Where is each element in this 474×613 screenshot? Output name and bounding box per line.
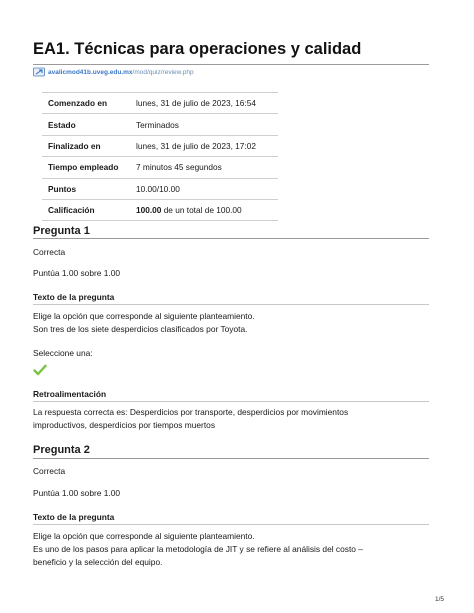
table-row (42, 114, 278, 135)
question-2-status: Correcta (33, 466, 66, 476)
summary-label: Tiempo empleado (42, 157, 130, 178)
page-title: EA1. Técnicas para operaciones y calidad (33, 40, 362, 58)
url-domain[interactable]: avalicmod41b.uveg.edu.mx (48, 68, 133, 76)
summary-label: Estado (42, 114, 130, 135)
question-2-score: Puntúa 1.00 sobre 1.00 (33, 488, 121, 498)
question-1-select-label: Seleccione una: (33, 348, 93, 358)
section-divider (33, 401, 429, 402)
feedback-1-label: Retroalimentación (33, 389, 107, 399)
summary-value: Terminados (130, 114, 278, 135)
table-row (42, 157, 278, 178)
checkmark-icon (33, 364, 47, 376)
question-2-text-line1: Elige la opción que corresponde al siguiente planteamiento. (33, 531, 255, 541)
grade-total: de un total de 100.00 (161, 205, 242, 216)
title-divider (33, 64, 429, 65)
page-number: 1/5 (434, 596, 444, 603)
table-row (42, 135, 278, 156)
section-divider (33, 524, 429, 525)
question-1-heading: Pregunta 1 (33, 225, 90, 237)
table-row (42, 199, 278, 220)
feedback-1-line2: improductivos, desperdicios por tiempos muertos (33, 420, 216, 430)
summary-label: Puntos (42, 178, 130, 199)
question-1-text-label: Texto de la pregunta (33, 292, 115, 302)
summary-value: 7 minutos 45 segundos (130, 157, 278, 178)
summary-label: Finalizado en (42, 135, 130, 156)
summary-value: 10.00/10.00 (130, 178, 278, 199)
summary-label: Comenzado en (42, 93, 130, 114)
section-divider (33, 304, 429, 305)
question-2-text-line3: beneficio y la selección del equipo. (33, 557, 163, 567)
feedback-1-line1: La respuesta correcta es: Desperdicios por transporte, desperdicios por movimientos (33, 407, 349, 417)
question-2-divider (33, 458, 429, 459)
browser-link-icon (33, 67, 45, 77)
question-1-divider (33, 238, 429, 239)
question-2-heading: Pregunta 2 (33, 444, 90, 456)
summary-value: lunes, 31 de julio de 2023, 17:02 (130, 135, 278, 156)
url-path[interactable]: /mod/quiz/review.php (132, 68, 194, 76)
summary-value: lunes, 31 de julio de 2023, 16:54 (130, 93, 278, 114)
question-1-score: Puntúa 1.00 sobre 1.00 (33, 268, 121, 278)
grade-value: 100.00 (136, 205, 162, 216)
question-1-text-line2: Son tres de los siete desperdicios clasificados por Toyota. (33, 324, 248, 334)
table-row (42, 178, 278, 199)
summary-label: Calificación (42, 199, 130, 220)
question-1-status: Correcta (33, 247, 66, 257)
summary-value (130, 199, 278, 220)
question-1-text-line1: Elige la opción que corresponde al siguiente planteamiento. (33, 311, 255, 321)
question-2-text-label: Texto de la pregunta (33, 512, 115, 522)
source-url[interactable] (33, 67, 194, 77)
table-row (42, 93, 278, 114)
question-2-text-line2: Es uno de los pasos para aplicar la metodología de JIT y se refiere al análisis del costo – (33, 544, 363, 554)
attempt-summary-table (42, 92, 278, 221)
